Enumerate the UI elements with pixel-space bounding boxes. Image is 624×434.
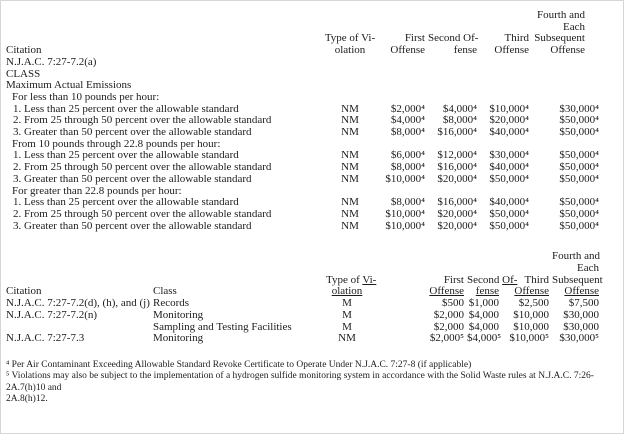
col-header-first-offense-line1: First: [443, 273, 464, 286]
offense-amount-cell: $50,000⁴: [489, 219, 529, 232]
footnote: 2A.8(h)12.: [6, 394, 48, 405]
offense-amount-cell: $4,000⁵: [467, 332, 502, 345]
violation-type-cell: M: [342, 320, 352, 333]
col-header-type-of-violation-line2: olation: [334, 44, 366, 57]
offense-amount-cell: $50,000⁴: [559, 126, 599, 139]
offense-amount-cell: $8,000⁴: [390, 196, 425, 209]
class-cell: Sampling and Testing Facilities: [153, 320, 292, 333]
offense-amount-cell: $6,000⁴: [390, 149, 425, 162]
offense-amount-cell: $50,000⁴: [559, 196, 599, 209]
col-header-first-offense-line2: Offense: [390, 44, 425, 57]
citation-cell: N.J.A.C. 7:27-7.2(n): [6, 308, 98, 321]
section-label: Maximum Actual Emissions: [6, 79, 132, 92]
offense-amount-cell: $50,000⁴: [559, 161, 599, 174]
offense-amount-cell: $50,000⁴: [559, 114, 599, 127]
offense-amount-cell: $50,000⁴: [559, 219, 599, 232]
col-header-fourth-offense-line4: Offense: [564, 285, 599, 298]
offense-amount-cell: $30,000⁴: [559, 102, 599, 115]
col-header-class: Class: [153, 285, 177, 298]
col-header-third-offense-line1: Third: [524, 273, 549, 286]
footnotes: [6, 360, 623, 406]
citation-cell: N.J.A.C. 7:27-7.3: [6, 332, 85, 345]
citation-cell: N.J.A.C. 7:27-7.2(a): [6, 55, 97, 68]
citation-cell: N.J.A.C. 7:27-7.2(d), (h), and (j): [6, 297, 150, 310]
offense-amount-cell: $4,000: [468, 320, 499, 333]
violation-label: 2. From 25 through 50 percent over the allowable standard: [13, 114, 272, 127]
header-row: [6, 45, 623, 57]
col-header-second-offense-line2: fense: [475, 285, 499, 298]
offense-amount-cell: $2,500: [518, 297, 549, 310]
violation-type-cell: NM: [341, 172, 359, 185]
offense-amount-cell: $40,000⁴: [489, 196, 529, 209]
offense-amount-cell: $10,000: [513, 320, 549, 333]
col-header-fourth-offense-line2: Each: [577, 262, 599, 275]
offense-amount-cell: $50,000⁴: [559, 172, 599, 185]
offense-amount-cell: $40,000⁴: [489, 161, 529, 174]
offense-amount-cell: $20,000⁴: [437, 172, 477, 185]
col-header-third-offense-line1: Third: [504, 32, 529, 45]
col-header-fourth-offense-line3: Subsequent: [552, 273, 603, 286]
offense-amount-cell: $30,000⁵: [559, 332, 599, 345]
violation-label: 1. Less than 25 percent over the allowable standard: [13, 196, 239, 209]
offense-amount-cell: $500: [442, 297, 464, 310]
table-row: [6, 92, 623, 104]
header-row: [6, 22, 623, 34]
table-row: [6, 57, 623, 69]
offense-amount-cell: $8,000⁴: [390, 161, 425, 174]
offense-amount-cell: $16,000⁴: [437, 126, 477, 139]
col-header-first-offense-line1: First: [404, 32, 425, 45]
violation-label: 2. From 25 through 50 percent over the allowable standard: [13, 207, 272, 220]
footnote: ⁵ Violations may also be subject to the implementation of a hydrogen sulfide monitoring system in accordance with the Solid Waste rules at N.J.A.C. 7:26-2A.7(h)10 and: [6, 371, 594, 393]
offense-amount-cell: $4,000⁴: [390, 114, 425, 127]
offense-amount-cell: $50,000⁴: [559, 149, 599, 162]
violation-type-cell: NM: [341, 114, 359, 127]
col-header-fourth-offense-line1: Fourth and: [537, 9, 585, 21]
group-label: From 10 pounds through 22.8 pounds per hour:: [12, 137, 221, 150]
offense-amount-cell: $30,000: [563, 320, 599, 333]
col-header-fourth-offense-line2: Each: [563, 20, 585, 33]
offense-amount-cell: $12,000⁴: [437, 149, 477, 162]
table-row: [6, 221, 623, 233]
class-cell: Monitoring: [153, 332, 204, 345]
offense-amount-cell: $2,000⁴: [390, 102, 425, 115]
footnote: ⁴ Per Air Contaminant Exceeding Allowable Standard Revoke Certificate to Operate Under N.J.A.C. 7:27-8 (if applicable): [6, 359, 472, 370]
violation-label: 3. Greater than 50 percent over the allowable standard: [13, 172, 252, 185]
violation-label: 3. Greater than 50 percent over the allowable standard: [13, 219, 252, 232]
col-header-citation: Citation: [6, 44, 42, 57]
col-header-first-offense-line2: Offense: [429, 285, 464, 298]
table-row: [6, 333, 623, 345]
offense-amount-cell: $50,000⁴: [559, 207, 599, 220]
offense-amount-cell: $30,000⁴: [489, 149, 529, 162]
offense-amount-cell: $10,000⁴: [385, 219, 425, 232]
offense-amount-cell: $2,000: [433, 308, 464, 321]
class-cell: Records: [153, 297, 190, 310]
violation-label: 1. Less than 25 percent over the allowable standard: [13, 149, 239, 162]
col-header-citation: Citation: [6, 285, 42, 298]
violation-type-cell: NM: [338, 332, 356, 345]
table-row: [6, 209, 623, 221]
offense-amount-cell: $8,000⁴: [390, 126, 425, 139]
table-row: [6, 310, 623, 322]
offense-amount-cell: $4,000: [468, 308, 499, 321]
offense-amount-cell: $4,000⁴: [442, 102, 477, 115]
col-header-third-offense-line2: Offense: [494, 44, 529, 57]
col-header-fourth-offense-line4: Offense: [550, 44, 585, 57]
col-header-second-offense-line2: fense: [453, 44, 477, 57]
col-header-second-offense-line1: Second Of-: [467, 273, 518, 286]
offense-amount-cell: $7,500: [568, 297, 599, 310]
table-row: [6, 174, 623, 186]
violation-type-cell: NM: [341, 126, 359, 139]
class-cell: Monitoring: [153, 308, 204, 321]
col-header-type-of-violation-line2: olation: [331, 285, 363, 298]
violation-type-cell: NM: [341, 102, 359, 115]
header-row: [6, 33, 623, 45]
offense-amount-cell: $10,000: [513, 308, 549, 321]
violation-type-cell: NM: [341, 149, 359, 162]
violation-type-cell: NM: [341, 207, 359, 220]
offense-amount-cell: $8,000⁴: [442, 114, 477, 127]
offense-amount-cell: $16,000⁴: [437, 196, 477, 209]
offense-amount-cell: $16,000⁴: [437, 161, 477, 174]
offense-amount-cell: $20,000⁴: [437, 207, 477, 220]
violation-label: 3. Greater than 50 percent over the allowable standard: [13, 126, 252, 139]
header-row: [6, 263, 623, 275]
offense-amount-cell: $2,000: [433, 320, 464, 333]
offense-amount-cell: $10,000⁴: [385, 207, 425, 220]
offense-amount-cell: $20,000⁴: [489, 114, 529, 127]
offense-amount-cell: $1,000: [468, 297, 499, 310]
violation-type-cell: M: [342, 297, 352, 310]
group-label: For greater than 22.8 pounds per hour:: [12, 184, 182, 197]
violation-type-cell: NM: [341, 161, 359, 174]
penalty-table-records-monitoring: [6, 251, 623, 345]
col-header-third-offense-line2: Offense: [514, 285, 549, 298]
violation-label: 1. Less than 25 percent over the allowable standard: [13, 102, 239, 115]
penalty-table-emissions: [6, 10, 623, 232]
offense-amount-cell: $10,000⁴: [385, 172, 425, 185]
col-header-type-of-violation-line1: Type of Vi-: [324, 32, 376, 45]
offense-amount-cell: $10,000⁵: [509, 332, 549, 345]
violation-type-cell: M: [342, 308, 352, 321]
offense-amount-cell: $50,000⁴: [489, 172, 529, 185]
offense-amount-cell: $50,000⁴: [489, 207, 529, 220]
col-header-fourth-offense-line3: Subsequent: [534, 32, 585, 45]
offense-amount-cell: $40,000⁴: [489, 126, 529, 139]
col-header-fourth-offense-line1: Fourth and: [552, 250, 600, 263]
header-row: [6, 251, 623, 263]
offense-amount-cell: $2,000⁵: [429, 332, 464, 345]
offense-amount-cell: $20,000⁴: [437, 219, 477, 232]
violation-label: 2. From 25 through 50 percent over the allowable standard: [13, 161, 272, 174]
col-header-second-offense-line1: Second Of-: [428, 32, 479, 45]
group-label: For less than 10 pounds per hour:: [12, 90, 160, 103]
class-label: CLASS: [6, 67, 41, 80]
offense-amount-cell: $10,000⁴: [489, 102, 529, 115]
violation-type-cell: NM: [341, 219, 359, 232]
table-row: [6, 127, 623, 139]
col-header-type-of-violation-line1: Type of Vi-: [326, 273, 377, 286]
offense-amount-cell: $30,000: [563, 308, 599, 321]
header-row: [6, 10, 623, 22]
violation-type-cell: NM: [341, 196, 359, 209]
